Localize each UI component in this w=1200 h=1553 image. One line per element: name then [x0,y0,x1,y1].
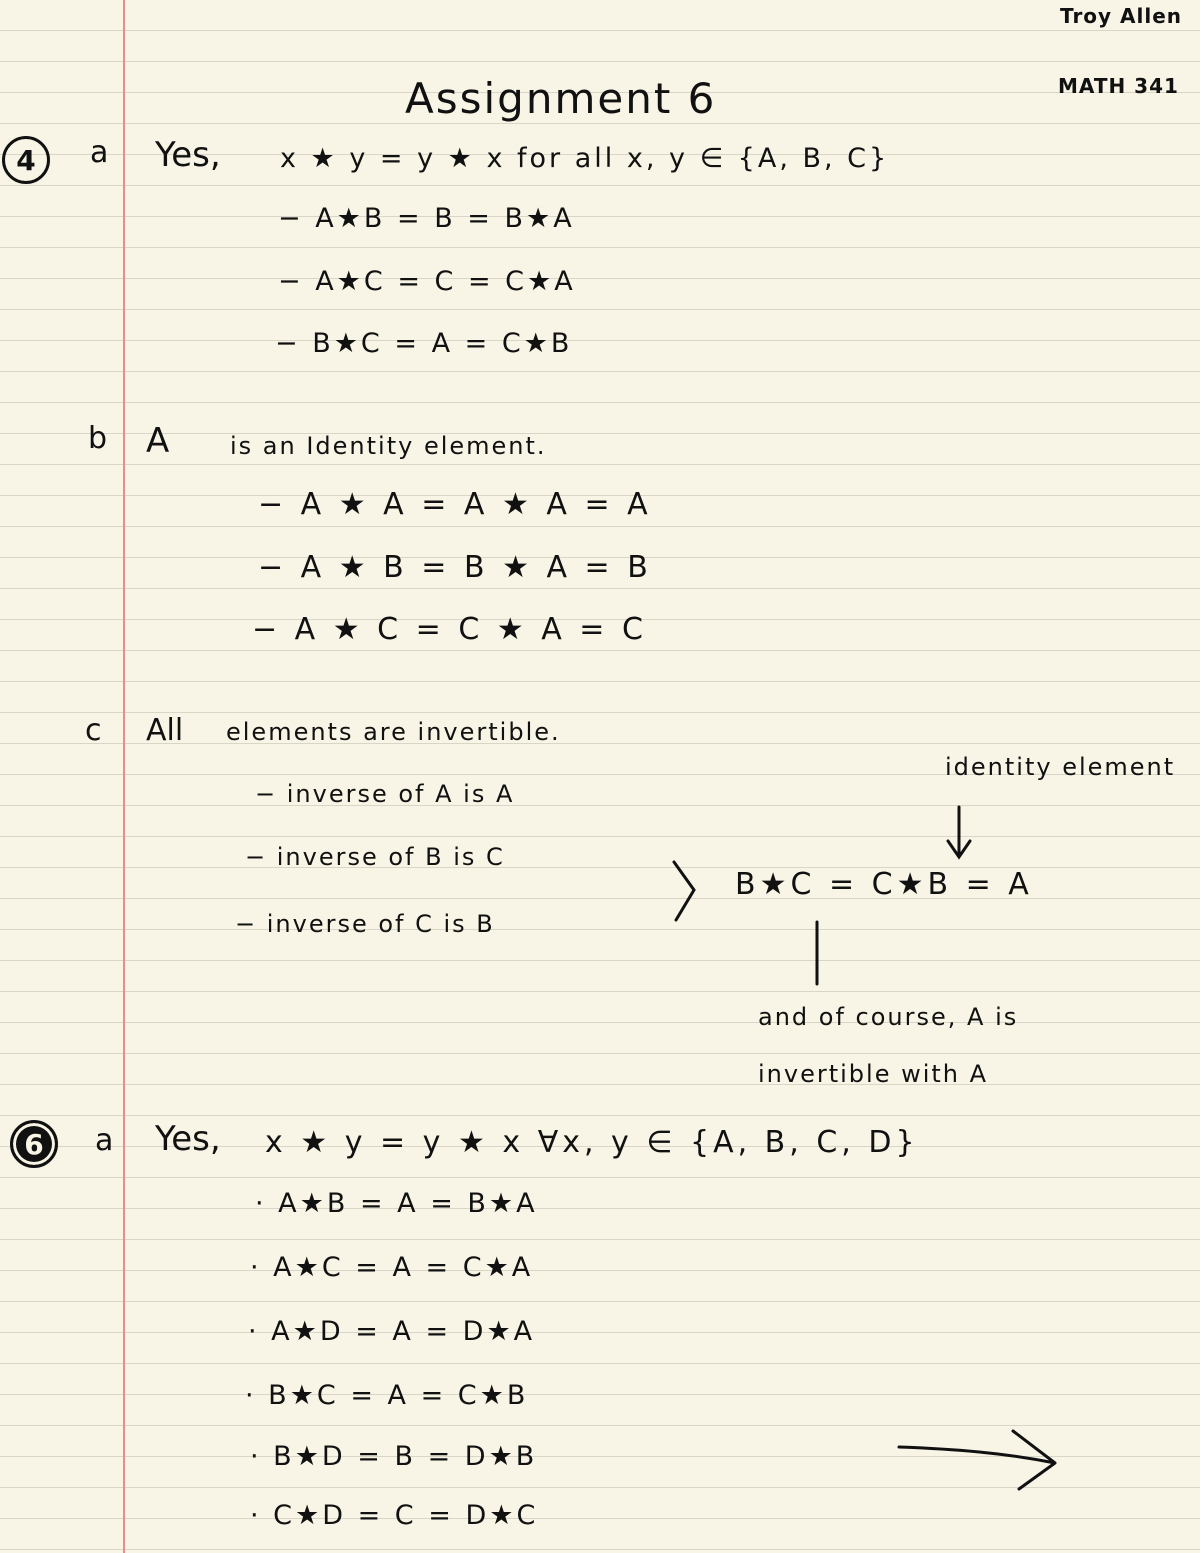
part-a-label: a [95,1123,114,1158]
invertible-subject: All [146,713,184,748]
math-line: · A★C = A = C★A [250,1252,534,1283]
math-line: − A ★ A = A ★ A = A [258,487,652,522]
inverse-line: − inverse of B is C [245,843,505,871]
page-title: Assignment 6 [405,74,717,123]
math-line: − A ★ B = B ★ A = B [258,550,652,585]
brace-icon [670,858,700,923]
inverse-line: − inverse of A is A [255,780,515,808]
math-line: − A★C = C = C★A [278,266,576,297]
math-line: · A★B = A = B★A [255,1188,538,1219]
math-line: · B★D = B = D★B [250,1441,538,1472]
commutative-statement: x ★ y = y ★ x for all x, y ∈ {A, B, C} [280,143,890,174]
note-line: and of course, A is [758,1003,1019,1031]
math-line: − B★C = A = C★B [275,328,573,359]
math-line: − A ★ C = C ★ A = C [252,612,647,647]
note-line: invertible with A [758,1060,989,1088]
invertible-statement: elements are invertible. [226,718,561,746]
math-line: · A★D = A = D★A [248,1316,536,1347]
answer-yes: Yes, [155,135,221,175]
math-line: · C★D = C = D★C [250,1500,539,1531]
vertical-connector [812,920,822,986]
inverse-equation: B★C = C★B = A [735,867,1033,902]
part-b-label: b [88,421,108,456]
down-arrow-icon [945,805,975,860]
part-a-label: a [90,135,109,170]
answer-yes: Yes, [155,1119,221,1159]
math-line: − A★B = B = B★A [278,203,575,234]
math-line: · B★C = A = C★B [245,1380,529,1411]
identity-statement: is an Identity element. [230,432,547,460]
continue-arrow-icon [895,1425,1065,1495]
author-name: Troy Allen [1060,4,1183,28]
inverse-line: − inverse of C is B [235,910,495,938]
problem-number-6: 6 [10,1120,58,1168]
commutative-statement: x ★ y = y ★ x ∀x, y ∈ {A, B, C, D} [265,1125,919,1160]
identity-annotation: identity element [945,753,1176,781]
course-label: MATH 341 [1058,74,1179,98]
margin-line [123,0,125,1553]
problem-number-4: 4 [2,136,50,184]
identity-subject: A [146,421,170,461]
part-c-label: c [85,713,102,748]
